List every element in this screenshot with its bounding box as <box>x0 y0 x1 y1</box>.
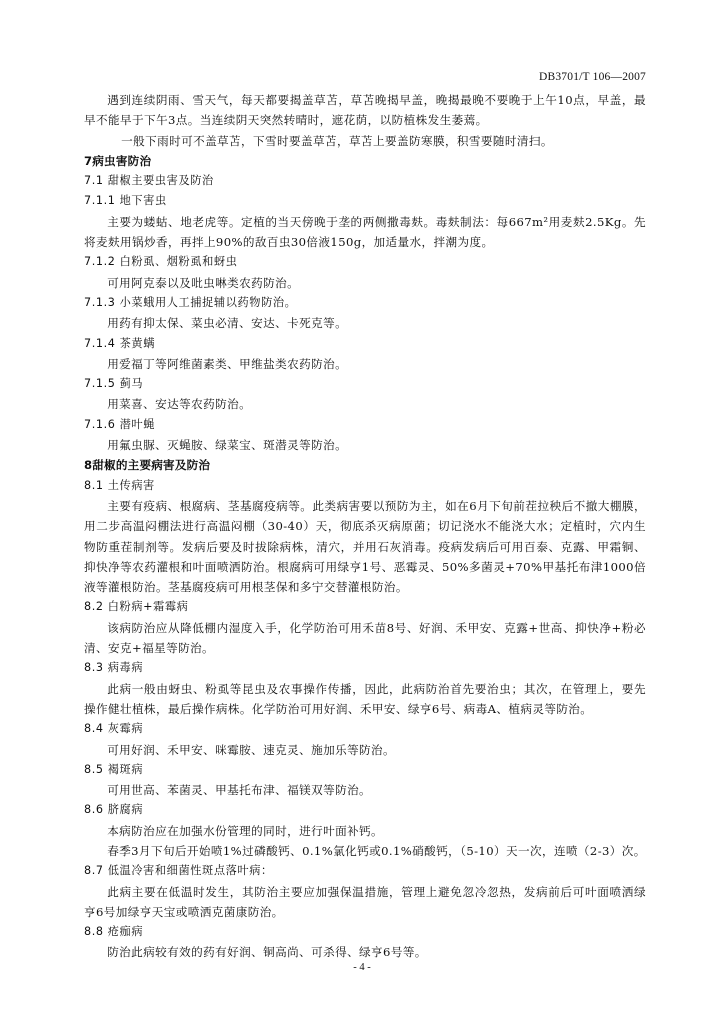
paragraph-8-6-a: 本病防治应在加强水份管理的同时，进行叶面补钙。 <box>107 823 384 838</box>
subsection-heading-7-1: 7.1 甜椒主要虫害及防治 <box>84 174 214 188</box>
subsection-heading-7-1-4: 7.1.4 茶黄螨 <box>84 336 155 350</box>
subsection-heading-8-7: 8.7 低温冷害和细菌性斑点落叶病： <box>84 864 273 878</box>
paragraph-7-1-2: 可用阿克泰以及吡虫啉类农药防治。 <box>107 275 300 290</box>
paragraph-rain-snow-covering: 一般下雨时可不盖草苫，下雪时要盖草苫，草苫上要盖防寒膜，积雪要随时清扫。 <box>121 133 553 148</box>
document-code: DB3701/T 106—2007 <box>538 71 646 83</box>
paragraph-8-4: 可用好润、禾甲安、咪霉胺、速克灵、施加乐等防治。 <box>107 742 396 757</box>
paragraph-8-6-b: 春季3月下旬后开始喷1%过磷酸钙、0.1%氯化钙或0.1%硝酸钙，（5-10）天一次，连喷（2-3）次。 <box>107 843 646 858</box>
subsection-heading-8-1: 8.1 土传病害 <box>84 478 155 492</box>
subsection-heading-8-5: 8.5 褐斑病 <box>84 762 144 776</box>
paragraph-7-1-3: 用药有抑太保、菜虫必清、安达、卡死克等。 <box>107 316 348 331</box>
paragraph-7-1-4: 用爱福丁等阿维菌素类、甲维盐类农药防治。 <box>107 356 348 371</box>
paragraph-7-1-1: 主要为蝼蛄、地老虎等。定植的当天傍晚于垄的两侧撒毒麸。毒麸制法：每667m²用麦麸2.5Kg。先将麦麸用锅炒香，再拌上90%的敌百虫30倍液150g，加适量水，拌潮为度。 <box>84 214 646 250</box>
paragraph-8-2: 该病防治应从降低棚内湿度入手，化学防治可用禾苗8号、好润、禾甲安、克露+世高、抑快净+粉必清、安克+福星等防治。 <box>84 620 646 656</box>
paragraph-8-1: 主要有疫病、根腐病、茎基腐疫病等。此类病害要以预防为主，如在6月下旬前茬拉秧后不撤大棚膜，用二步高温闷棚法进行高温闷棚（30-40）天，彻底杀灭病原菌；切记浇水不能浇大水；定植时，穴内生物防重茬制剂等。发病后要及时拔除病株，清穴，并用石灰消毒。疫病发病后可用百泰、克露、甲霜铜、抑快净等农药灌根和叶面喷洒防治。根腐病可用绿亨1号、恶霉灵、50%多菌灵+70%甲基托布津1000倍液等灌根防治。茎基腐疫病可用根茎保和多宁交替灌根防治。 <box>84 498 646 595</box>
subsection-heading-7-1-5: 7.1.5 蓟马 <box>84 377 144 391</box>
paragraph-7-1-5: 用菜喜、安达等农药防治。 <box>107 397 252 412</box>
paragraph-8-3: 此病一般由蚜虫、粉虱等昆虫及农事操作传播，因此，此病防治首先要治虫；其次，在管理上，要先操作健壮植株，最后操作病株。化学防治可用好润、禾甲安、绿亨6号、病毒A、植病灵等防治。 <box>84 681 646 716</box>
paragraph-straw-mat-covering: 遇到连续阴雨、雪天气，每天都要揭盖草苫，草苫晚揭早盖，晚揭最晚不要晚于上午10点，早盖，最早不能早于下午3点。当连续阴天突然转晴时，遮花荫，以防植株发生萎蔫。 <box>84 93 646 128</box>
paragraph-7-1-6: 用氟虫脲、灭蝇胺、绿菜宝、斑潜灵等防治。 <box>107 438 348 453</box>
subsection-heading-8-8: 8.8 疮痂病 <box>84 925 144 939</box>
paragraph-8-7: 此病主要在低温时发生，其防治主要应加强保温措施，管理上避免忽冷忽热，发病前后可叶面喷洒绿亨6号加绿亨天宝或喷洒克菌康防治。 <box>84 884 646 919</box>
paragraph-8-8: 防治此病较有效的药有好润、铜高尚、可杀得、绿亨6号等。 <box>107 945 427 960</box>
subsection-heading-7-1-6: 7.1.6 潜叶蝇 <box>84 417 155 431</box>
subsection-heading-8-2: 8.2 白粉病+霜霉病 <box>84 600 189 614</box>
subsection-heading-8-4: 8.4 灰霉病 <box>84 722 144 736</box>
section-heading-8: 8甜椒的主要病害及防治 <box>84 458 211 473</box>
paragraph-8-5: 可用世高、苯菌灵、甲基托布津、福镁双等防治。 <box>107 783 372 798</box>
subsection-heading-7-1-2: 7.1.2 白粉虱、烟粉虱和蚜虫 <box>84 255 238 269</box>
subsection-heading-8-6: 8.6 脐腐病 <box>84 803 144 817</box>
document-body <box>84 90 646 963</box>
subsection-heading-8-3: 8.3 病毒病 <box>84 661 144 675</box>
subsection-heading-7-1-3: 7.1.3 小菜蛾用人工捕捉辅以药物防治。 <box>84 295 297 309</box>
page-number: - 4 - <box>353 962 371 973</box>
section-heading-7: 7病虫害防治 <box>84 153 152 168</box>
subsection-heading-7-1-1: 7.1.1 地下害虫 <box>84 194 167 208</box>
